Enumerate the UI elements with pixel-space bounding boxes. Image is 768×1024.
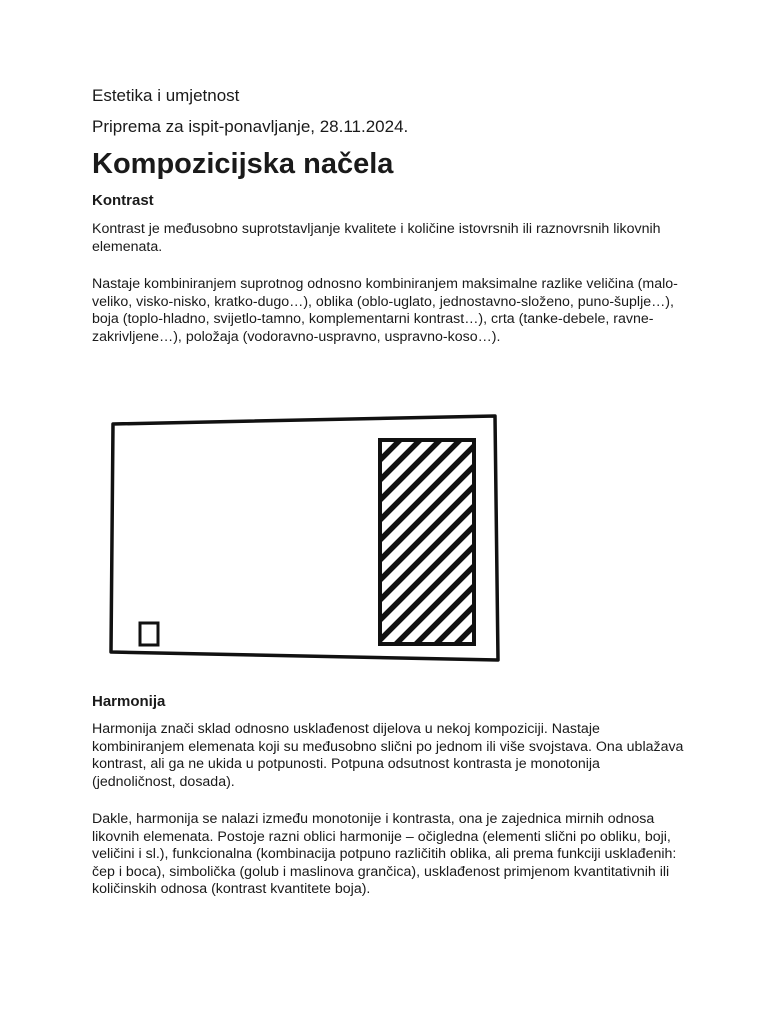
subject-line: Estetika i umjetnost — [92, 86, 240, 105]
harmonija-paragraph-2: Dakle, harmonija se nalazi između monotonije i kontrasta, ona je zajednica mirnih odnosa likovnih elemenata. Postoje razni oblici harmonije – očigledna (elementi slični po obliku, boji, veličini i sl.), funkcionalna (kombinacija potpuno različitih oblika, ali prema funkciji usklađenih: čep i boca), simbolička (golub i maslinova grančica), usklađenost primjenom kvantitativnih ili količinskih odnosa (kontrast kvantitete boja). — [92, 811, 677, 897]
section-heading-kontrast: Kontrast — [92, 192, 154, 209]
exam-date-line: Priprema za ispit-ponavljanje, 28.11.2024. — [92, 117, 409, 136]
page-title: Kompozicijska načela — [92, 148, 394, 180]
contrast-sketch — [108, 408, 504, 666]
kontrast-paragraph-1: Kontrast je međusobno suprotstavljanje kvalitete i količine istovrsnih ili raznovrsnih likovnih elemenata. — [92, 221, 661, 255]
section-heading-harmonija: Harmonija — [92, 693, 166, 710]
kontrast-paragraph-2: Nastaje kombiniranjem suprotnog odnosno kombiniranjem maksimalne razlike veličina (malo-veliko, visko-nisko, kratko-dugo…), oblika (oblo-uglato, jednostavno-složeno, puno-šuplje…), boja (toplo-hladno, svijetlo-tamno, komplementarni kontrast…), crta (tanke-debele, ravne-zakrivljene…), položaja (vodoravno-uspravno, uspravno-koso…). — [92, 276, 678, 345]
sketch-hatched-rectangle — [380, 432, 498, 666]
harmonija-paragraph-1: Harmonija znači sklad odnosno usklađenost dijelova u nekoj kompoziciji. Nastaje kombiniranjem elemenata koji su međusobno slični po jednom ili više svojstava. Ona ublažava kontrast, ali ga ne ukida u potpunosti. Potpuna odsutnost kontrasta je monotonija (jednoličnost, dosada). — [92, 721, 684, 790]
sketch-small-square — [140, 623, 158, 645]
